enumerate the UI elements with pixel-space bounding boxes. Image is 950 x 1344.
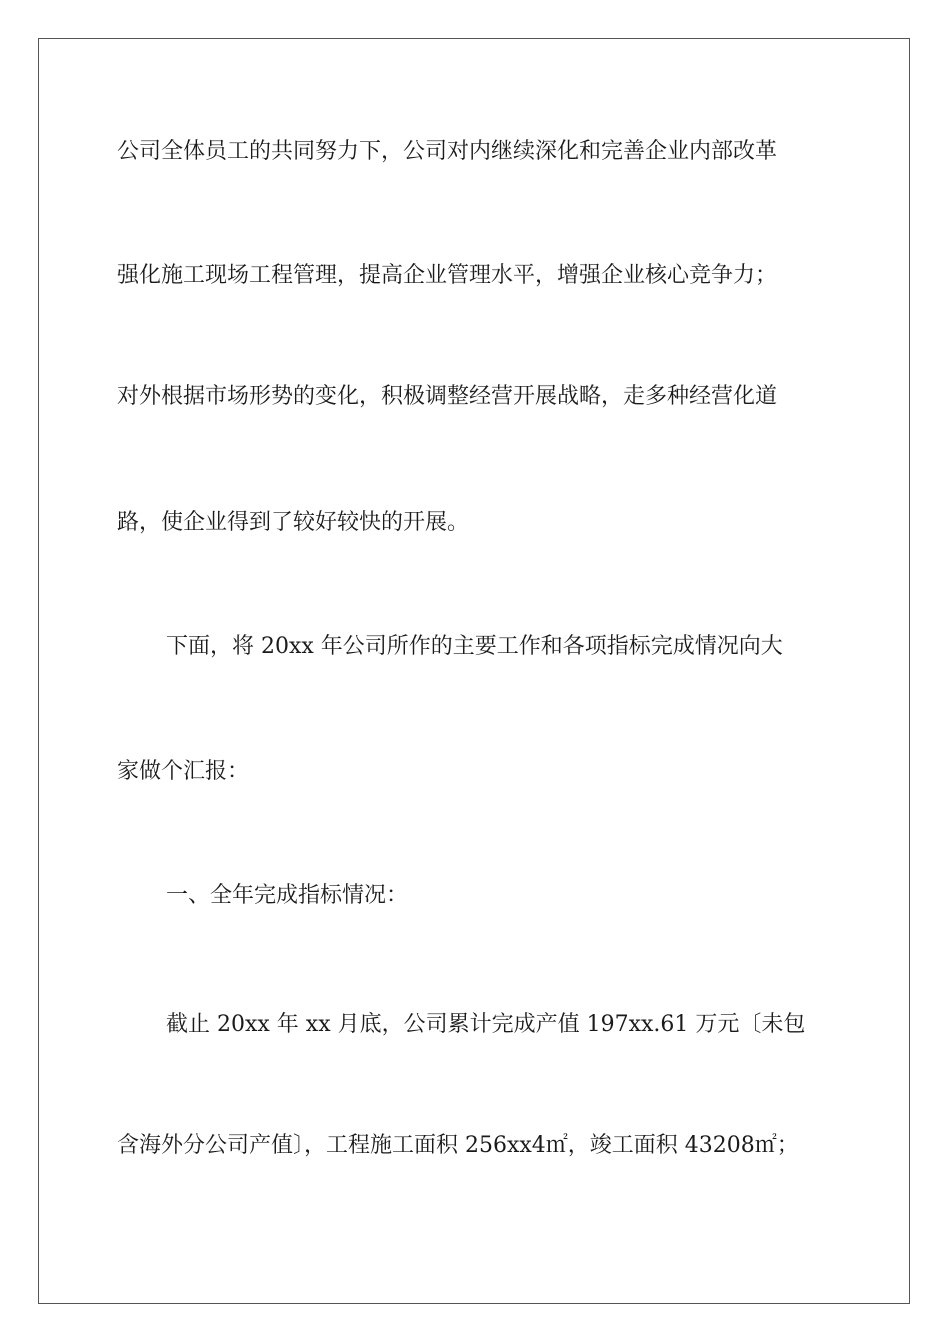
page-border	[38, 38, 910, 1304]
paragraph-line-1: 公司全体员工的共同努力下，公司对内继续深化和完善企业内部改革	[117, 139, 778, 164]
paragraph-line-2: 强化施工现场工程管理，提高企业管理水平，增强企业核心竞争力；	[117, 263, 778, 288]
paragraph-line-5: 下面，将 20xx 年公司所作的主要工作和各项指标完成情况向大	[166, 634, 783, 659]
paragraph-line-9: 含海外分公司产值〕，工程施工面积 256xx4㎡，竣工面积 43208㎡；	[117, 1133, 799, 1158]
paragraph-line-4: 路，使企业得到了较好较快的开展。	[117, 510, 470, 535]
paragraph-line-6: 家做个汇报：	[117, 759, 250, 784]
paragraph-line-3: 对外根据市场形势的变化，积极调整经营开展战略，走多种经营化道	[117, 384, 778, 409]
section-heading: 一、全年完成指标情况：	[166, 883, 409, 908]
paragraph-line-8: 截止 20xx 年 xx 月底，公司累计完成产值 197xx.61 万元〔未包	[166, 1012, 806, 1037]
